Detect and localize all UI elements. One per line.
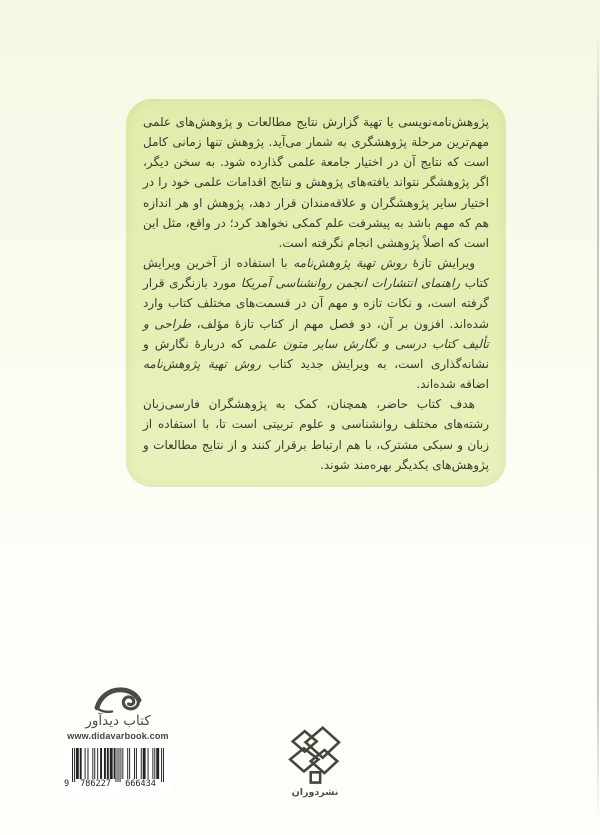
blurb-paragraph xyxy=(143,394,489,475)
blurb-text: هدف کتاب حاضر، همچنان، کمک به پژوهشگران فارسی‌زبان رشته‌های مختلف روانشناسی و علوم تربیتی است تا، با استفاده از زبان و سبکی مشترک، با هم ارتباط برقرار کنند و از نتایج مطالعات و پژوهش‌های یکدیگر بهره‌مند شوند. xyxy=(143,397,489,472)
blurb-text: مورد بازنگری قرار گرفته است، و نکات تازه و مهم آن در قسمت‌های مختلف کتاب وارد شده‌اند. افزون بر آن، دو فصل مهم از کتاب تازهٔ مؤلف، xyxy=(143,276,489,331)
blurb-paragraph xyxy=(143,112,489,253)
blurb-paragraph xyxy=(143,253,489,394)
isbn-digit-group: 9 xyxy=(64,779,70,789)
blurb-text: با استفاده از آخرین ویرایش کتاب xyxy=(143,256,489,291)
page-edge-shadow xyxy=(597,28,599,821)
book-title-italic: روش تهیة پژوهش‌نامه xyxy=(293,256,407,271)
isbn-digit-group: 786227 xyxy=(76,779,115,789)
isbn-barcode xyxy=(65,745,171,792)
isbn-digit-group: 666434 xyxy=(121,779,160,789)
davaran-publisher-name: نشردوران xyxy=(291,787,339,798)
didavar-publisher-name: کتاب دیدآور xyxy=(85,713,151,729)
didavar-publisher-block xyxy=(58,686,178,792)
eye-logo-icon xyxy=(94,686,142,713)
blurb-text: پژوهش‌نامه‌نویسی یا تهیة گزارش نتایج مطالعات و پژوهش‌های علمی مهم‌ترین مرحلة پژوهشگری به شمار می‌آید. پژوهش تنها زمانی کامل است که نتایج آن در اختیار جامعة علمی گذارده شود. به سخن دیگر، اگر پژوهشگر نتواند یافته‌های پژوهش و نتایج اقدامات علمی خود را در اختیار سایر پژوهشگران و علاقه‌مندان قرار دهد، پژوهش او هر اندازه هم که مهم باشد به پیشرفت علم کمکی نخواهد کرد؛ در واقع، مثل این است که اصلاً پژوهشی انجام نگرفته است. xyxy=(143,115,489,250)
book-title-italic: راهنمای انتشارات انجمن روانشناسی آمریکا xyxy=(240,276,461,291)
summary-box xyxy=(126,99,506,487)
blurb-text: که دربارهٔ نگارش و نشانه‌گذاری است، به ویرایش جدید کتاب xyxy=(143,336,489,371)
barcode-bars xyxy=(64,748,164,789)
didavar-website-url: www.didavarbook.com xyxy=(67,731,169,741)
book-title-italic: طراحی و تألیف کتاب درسی و نگارش سایر متون علمی xyxy=(143,316,490,351)
davaran-publisher-block xyxy=(276,726,354,798)
davaran-tree-logo-icon xyxy=(287,726,343,786)
blurb-text: اضافه شده‌اند. xyxy=(416,377,489,392)
barcode-lines-icon xyxy=(72,748,164,782)
isbn-number xyxy=(64,779,164,789)
blurb-text: ویرایش تازهٔ xyxy=(406,256,476,271)
book-title-italic: روش تهیة پژوهش‌نامه xyxy=(143,356,261,371)
